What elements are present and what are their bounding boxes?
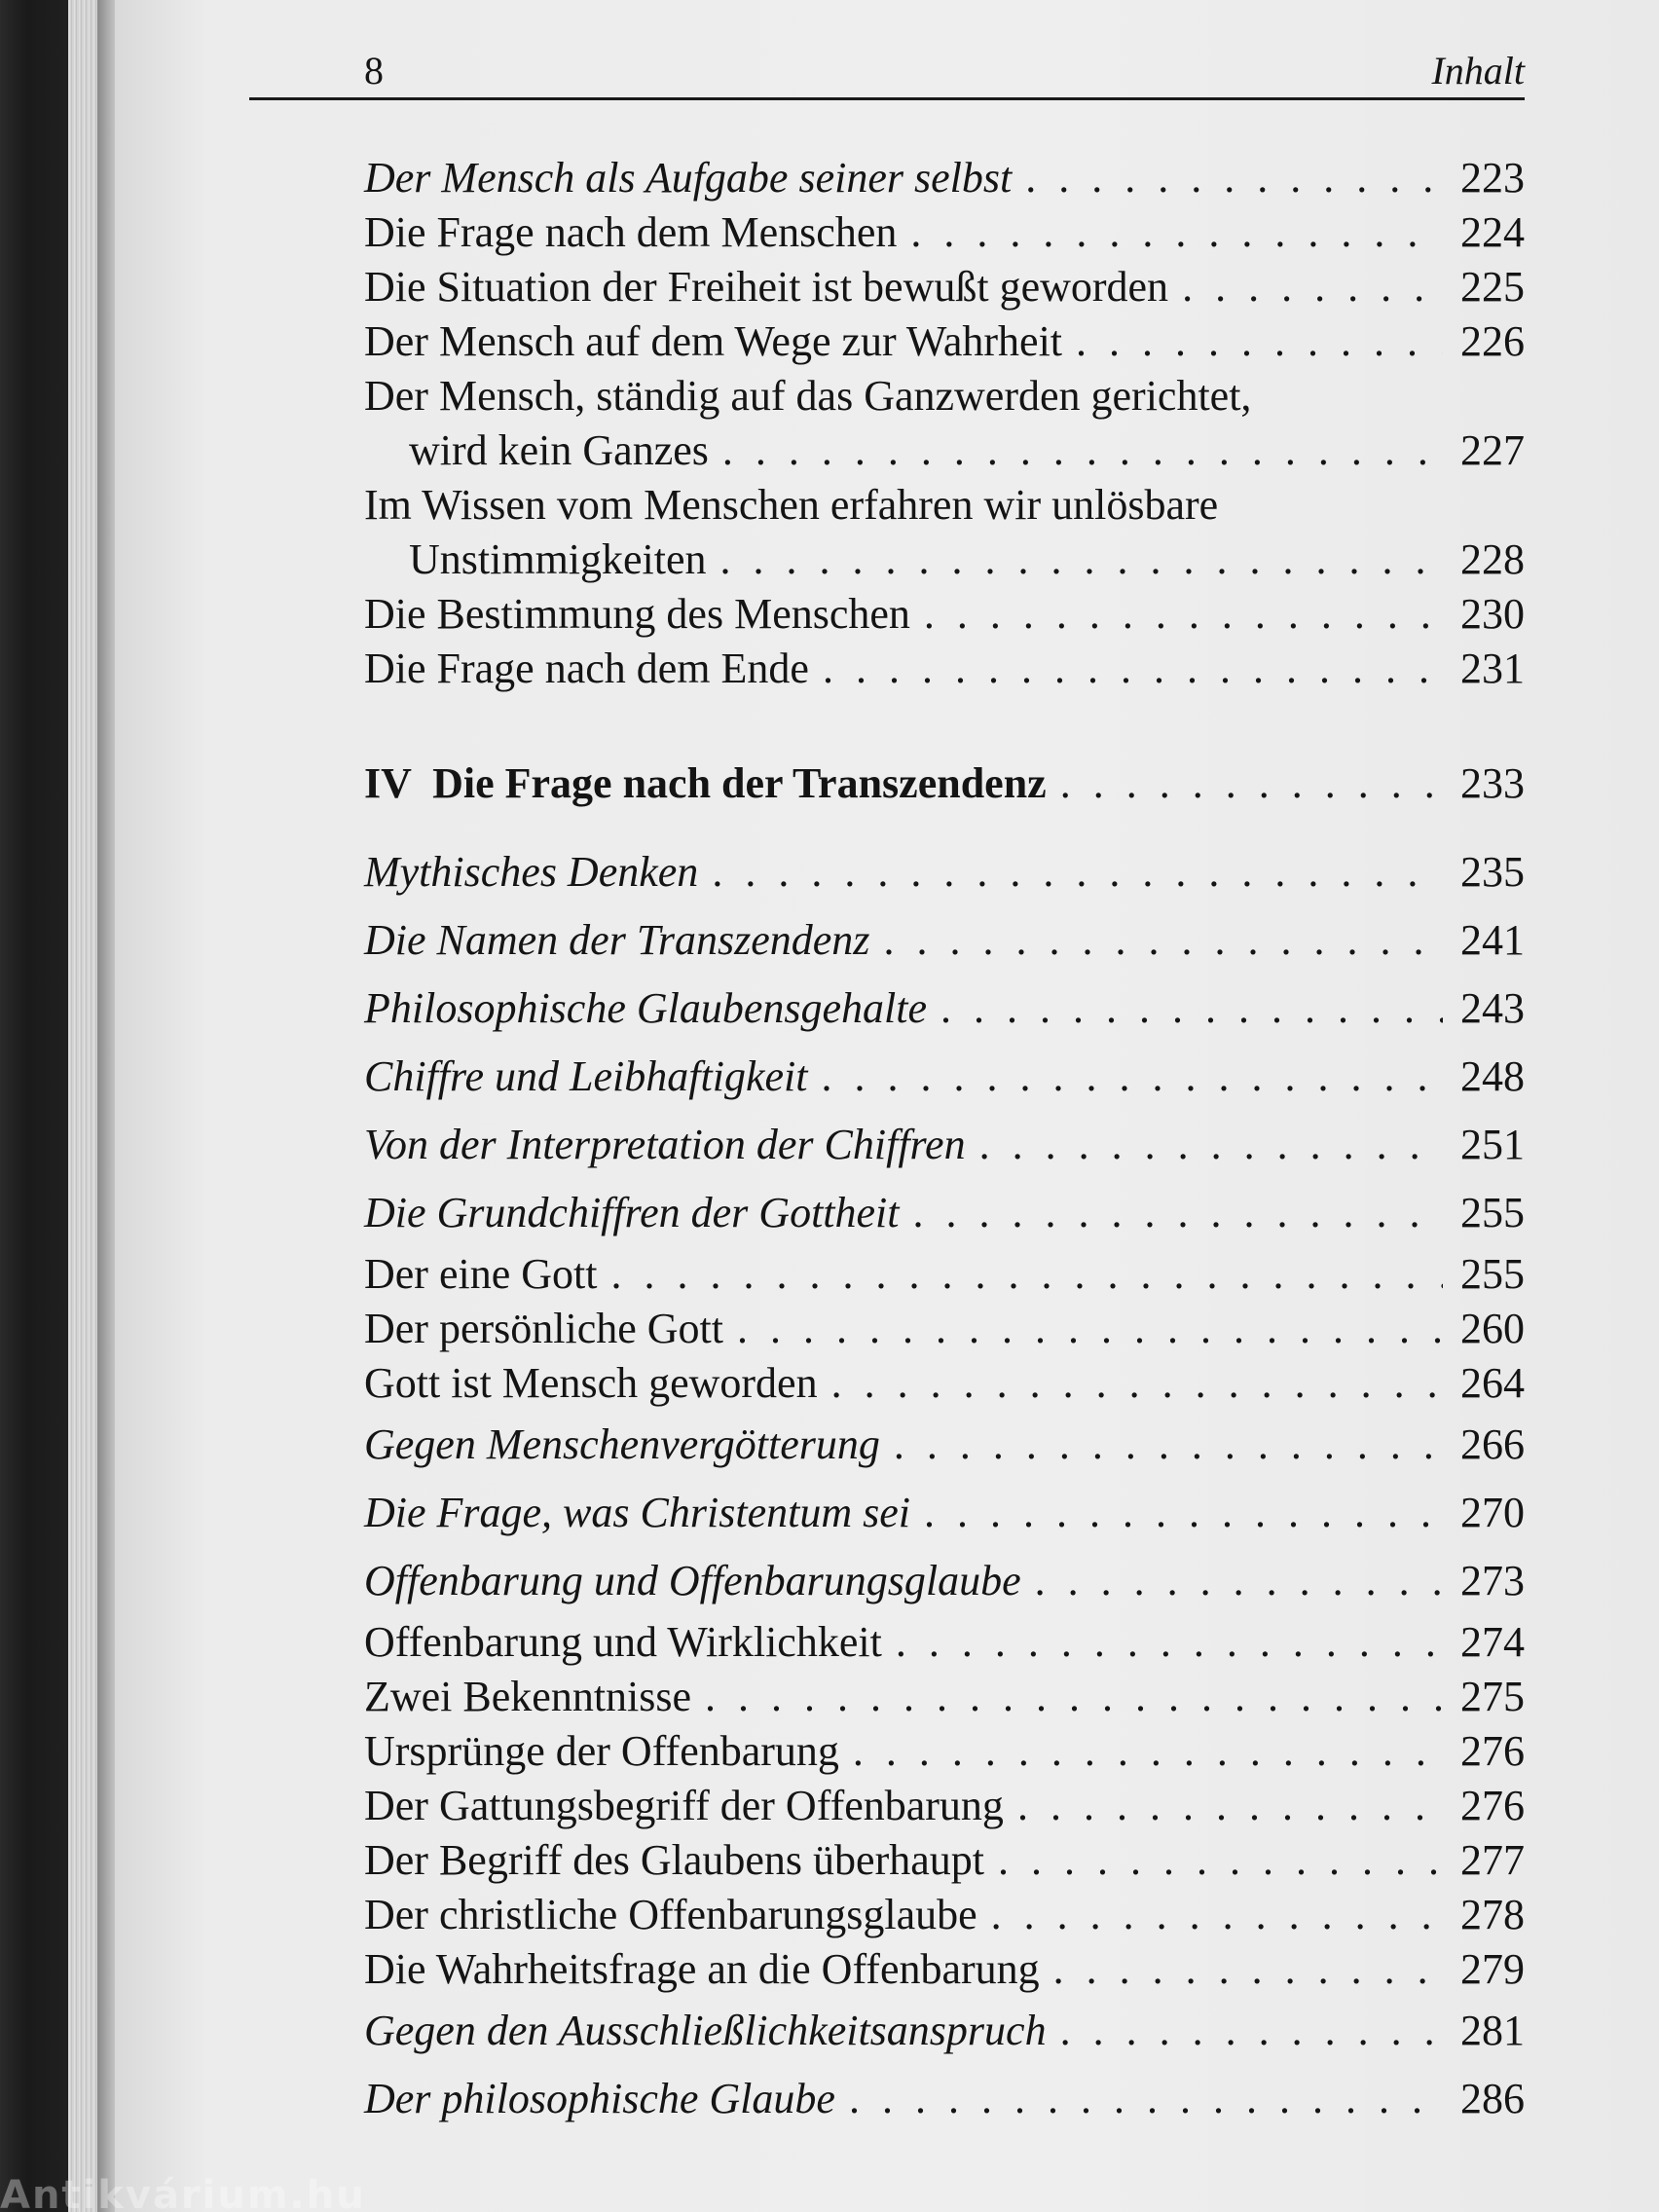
toc-entry-page: 279 [1460,1945,1525,1993]
toc-entry-page: 276 [1460,1727,1525,1775]
toc-entry [364,975,1525,1043]
dot-leader [991,1888,1443,1942]
toc-entry-page: 264 [1460,1359,1525,1407]
toc-entry-page: 241 [1460,916,1525,964]
toc-entry [364,2065,1525,2133]
toc-entry [364,1942,1525,1997]
dot-leader [712,838,1443,906]
page-number: 8 [364,49,384,92]
toc-entry [364,1479,1525,1547]
toc-entry [364,1615,1525,1670]
toc-entry-title: Von der Interpretation der Chiffren [364,1121,966,1168]
running-head-title: Inhalt [1431,49,1525,92]
toc-entry-page: 225 [1460,263,1525,311]
toc-entry-page: 255 [1460,1189,1525,1236]
toc-entry-page: 226 [1460,317,1525,365]
toc-entry-page: 273 [1460,1557,1525,1604]
toc-entry [364,906,1525,975]
toc-entry-title: Offenbarung und Wirklichkeit [364,1618,882,1666]
toc-part-title: IV Die Frage nach der Transzendenz [364,759,1047,807]
toc-entry-page: 266 [1460,1420,1525,1468]
toc-entry-title: Der persönliche Gott [364,1305,723,1352]
toc-entry-page: 235 [1460,848,1525,896]
dot-leader [998,1833,1443,1888]
toc-entry-page: 278 [1460,1891,1525,1938]
dot-leader [705,1670,1443,1724]
dot-leader [849,2065,1443,2133]
toc-entry [364,1302,1525,1356]
toc-entry-line1 [364,369,1525,424]
toc-entry-page: 223 [1460,154,1525,202]
toc-entry-line1 [364,478,1525,533]
dot-leader [821,1043,1443,1111]
dot-leader [883,906,1443,975]
toc-entry [364,1670,1525,1724]
toc-entry-title: Zwei Bekenntnisse [364,1673,692,1720]
toc-entry-title: Mythisches Denken [364,848,699,896]
dot-leader [737,1302,1443,1356]
toc-entry [364,1111,1525,1179]
toc-entry [364,587,1525,642]
dot-leader [979,1111,1443,1179]
dot-leader [831,1356,1443,1411]
toc-entry-title: Chiffre und Leibhaftigkeit [364,1052,808,1100]
dot-leader [924,1479,1443,1547]
toc-entry-title: Philosophische Glaubensgehalte [364,984,928,1032]
toc-entry-page: 276 [1460,1782,1525,1829]
dot-leader [610,1247,1443,1302]
dot-leader [894,1411,1443,1479]
dot-leader [913,1179,1443,1247]
watermark-text: Antikvárium.hu [0,2173,366,2212]
dot-leader [896,1615,1443,1670]
dot-leader [722,424,1443,478]
toc-entry-page: 281 [1460,2007,1525,2054]
toc-entry [364,314,1525,369]
toc-entry-title: Gott ist Mensch geworden [364,1359,818,1407]
toc-entry-page: 251 [1460,1121,1525,1168]
toc-entry-title: Im Wissen vom Menschen erfahren wir unlösbare [364,481,1219,529]
toc-entry-title: Die Grundchiffren der Gottheit [364,1189,900,1236]
toc-entry-title: Die Frage nach dem Ende [364,645,809,692]
toc-entry-title: Die Bestimmung des Menschen [364,590,910,638]
running-head [249,39,1525,100]
dot-leader [1053,1942,1443,1997]
toc-entry [364,151,1525,205]
dot-leader [823,642,1443,696]
dot-leader [924,587,1443,642]
dot-leader [853,1724,1443,1779]
toc-entry [364,1547,1525,1615]
toc-entry [364,205,1525,260]
toc-entry [364,1779,1525,1833]
toc-entry-page: 274 [1460,1618,1525,1666]
toc-entry [364,1833,1525,1888]
toc-entry [364,1411,1525,1479]
toc-entry [364,1997,1525,2065]
toc-entry-title: Der christliche Offenbarungsglaube [364,1891,977,1938]
toc-entry-page: 227 [1460,426,1525,474]
toc-part-heading [364,745,1525,823]
toc-entry-page: 228 [1460,535,1525,583]
toc-entry-line2 [364,424,1525,478]
toc-entry-title: Der philosophische Glaube [364,2075,835,2122]
toc-entry-title: Der Gattungsbegriff der Offenbarung [364,1782,1004,1829]
toc-entry-page: 277 [1460,1836,1525,1884]
dot-leader [940,975,1443,1043]
toc-entry-title: Der Begriff des Glaubens überhaupt [364,1836,984,1884]
toc-entry-page: 286 [1460,2075,1525,2122]
toc-entry-page: 255 [1460,1250,1525,1298]
dot-leader [1017,1779,1443,1833]
toc-entry-page: 275 [1460,1673,1525,1720]
toc-entry-page: 270 [1460,1489,1525,1536]
toc-entry-title: Gegen Menschenvergötterung [364,1420,880,1468]
toc-entry-title: Der Mensch als Aufgabe seiner selbst [364,154,1013,202]
toc-entry-title-cont: wird kein Ganzes [409,426,709,474]
toc-entry [364,1724,1525,1779]
table-of-contents [364,151,1525,2133]
toc-entry-page: 224 [1460,208,1525,256]
toc-entry-page: 243 [1460,984,1525,1032]
toc-entry [364,1043,1525,1111]
spacer [364,823,1525,838]
toc-entry [364,1179,1525,1247]
toc-entry-line2 [364,533,1525,587]
toc-entry [364,642,1525,696]
toc-entry-page: 230 [1460,590,1525,638]
toc-entry-title: Die Frage nach dem Menschen [364,208,898,256]
toc-entry-title: Der Mensch auf dem Wege zur Wahrheit [364,317,1063,365]
toc-entry-title: Die Namen der Transzendenz [364,916,870,964]
toc-entry [364,1356,1525,1411]
dot-leader [720,533,1443,587]
toc-entry-title-cont: Unstimmigkeiten [409,535,707,583]
toc-entry-title: Die Situation der Freiheit ist bewußt geworden [364,263,1169,311]
toc-entry-page: 260 [1460,1305,1525,1352]
toc-entry-title: Gegen den Ausschließlichkeitsanspruch [364,2007,1047,2054]
dot-leader [1035,1547,1443,1615]
toc-entry-page: 231 [1460,645,1525,692]
toc-entry-title: Offenbarung und Offenbarungsglaube [364,1557,1021,1604]
dot-leader [910,205,1443,260]
toc-entry-title: Der eine Gott [364,1250,598,1298]
dot-leader [1060,745,1443,823]
toc-entry-title: Ursprünge der Offenbarung [364,1727,839,1775]
dot-leader [1076,314,1443,369]
toc-entry [364,1247,1525,1302]
toc-entry [364,260,1525,314]
toc-entry [364,838,1525,906]
toc-entry-page: 248 [1460,1052,1525,1100]
book-spine [0,0,68,2212]
toc-entry-title: Die Frage, was Christentum sei [364,1489,910,1536]
toc-part-page: 233 [1460,759,1525,807]
dot-leader [1025,151,1443,205]
dot-leader [1182,260,1443,314]
toc-entry-title: Der Mensch, ständig auf das Ganzwerden gerichtet, [364,372,1252,420]
dot-leader [1060,1997,1443,2065]
toc-entry-title: Die Wahrheitsfrage an die Offenbarung [364,1945,1040,1993]
toc-entry [364,1888,1525,1942]
